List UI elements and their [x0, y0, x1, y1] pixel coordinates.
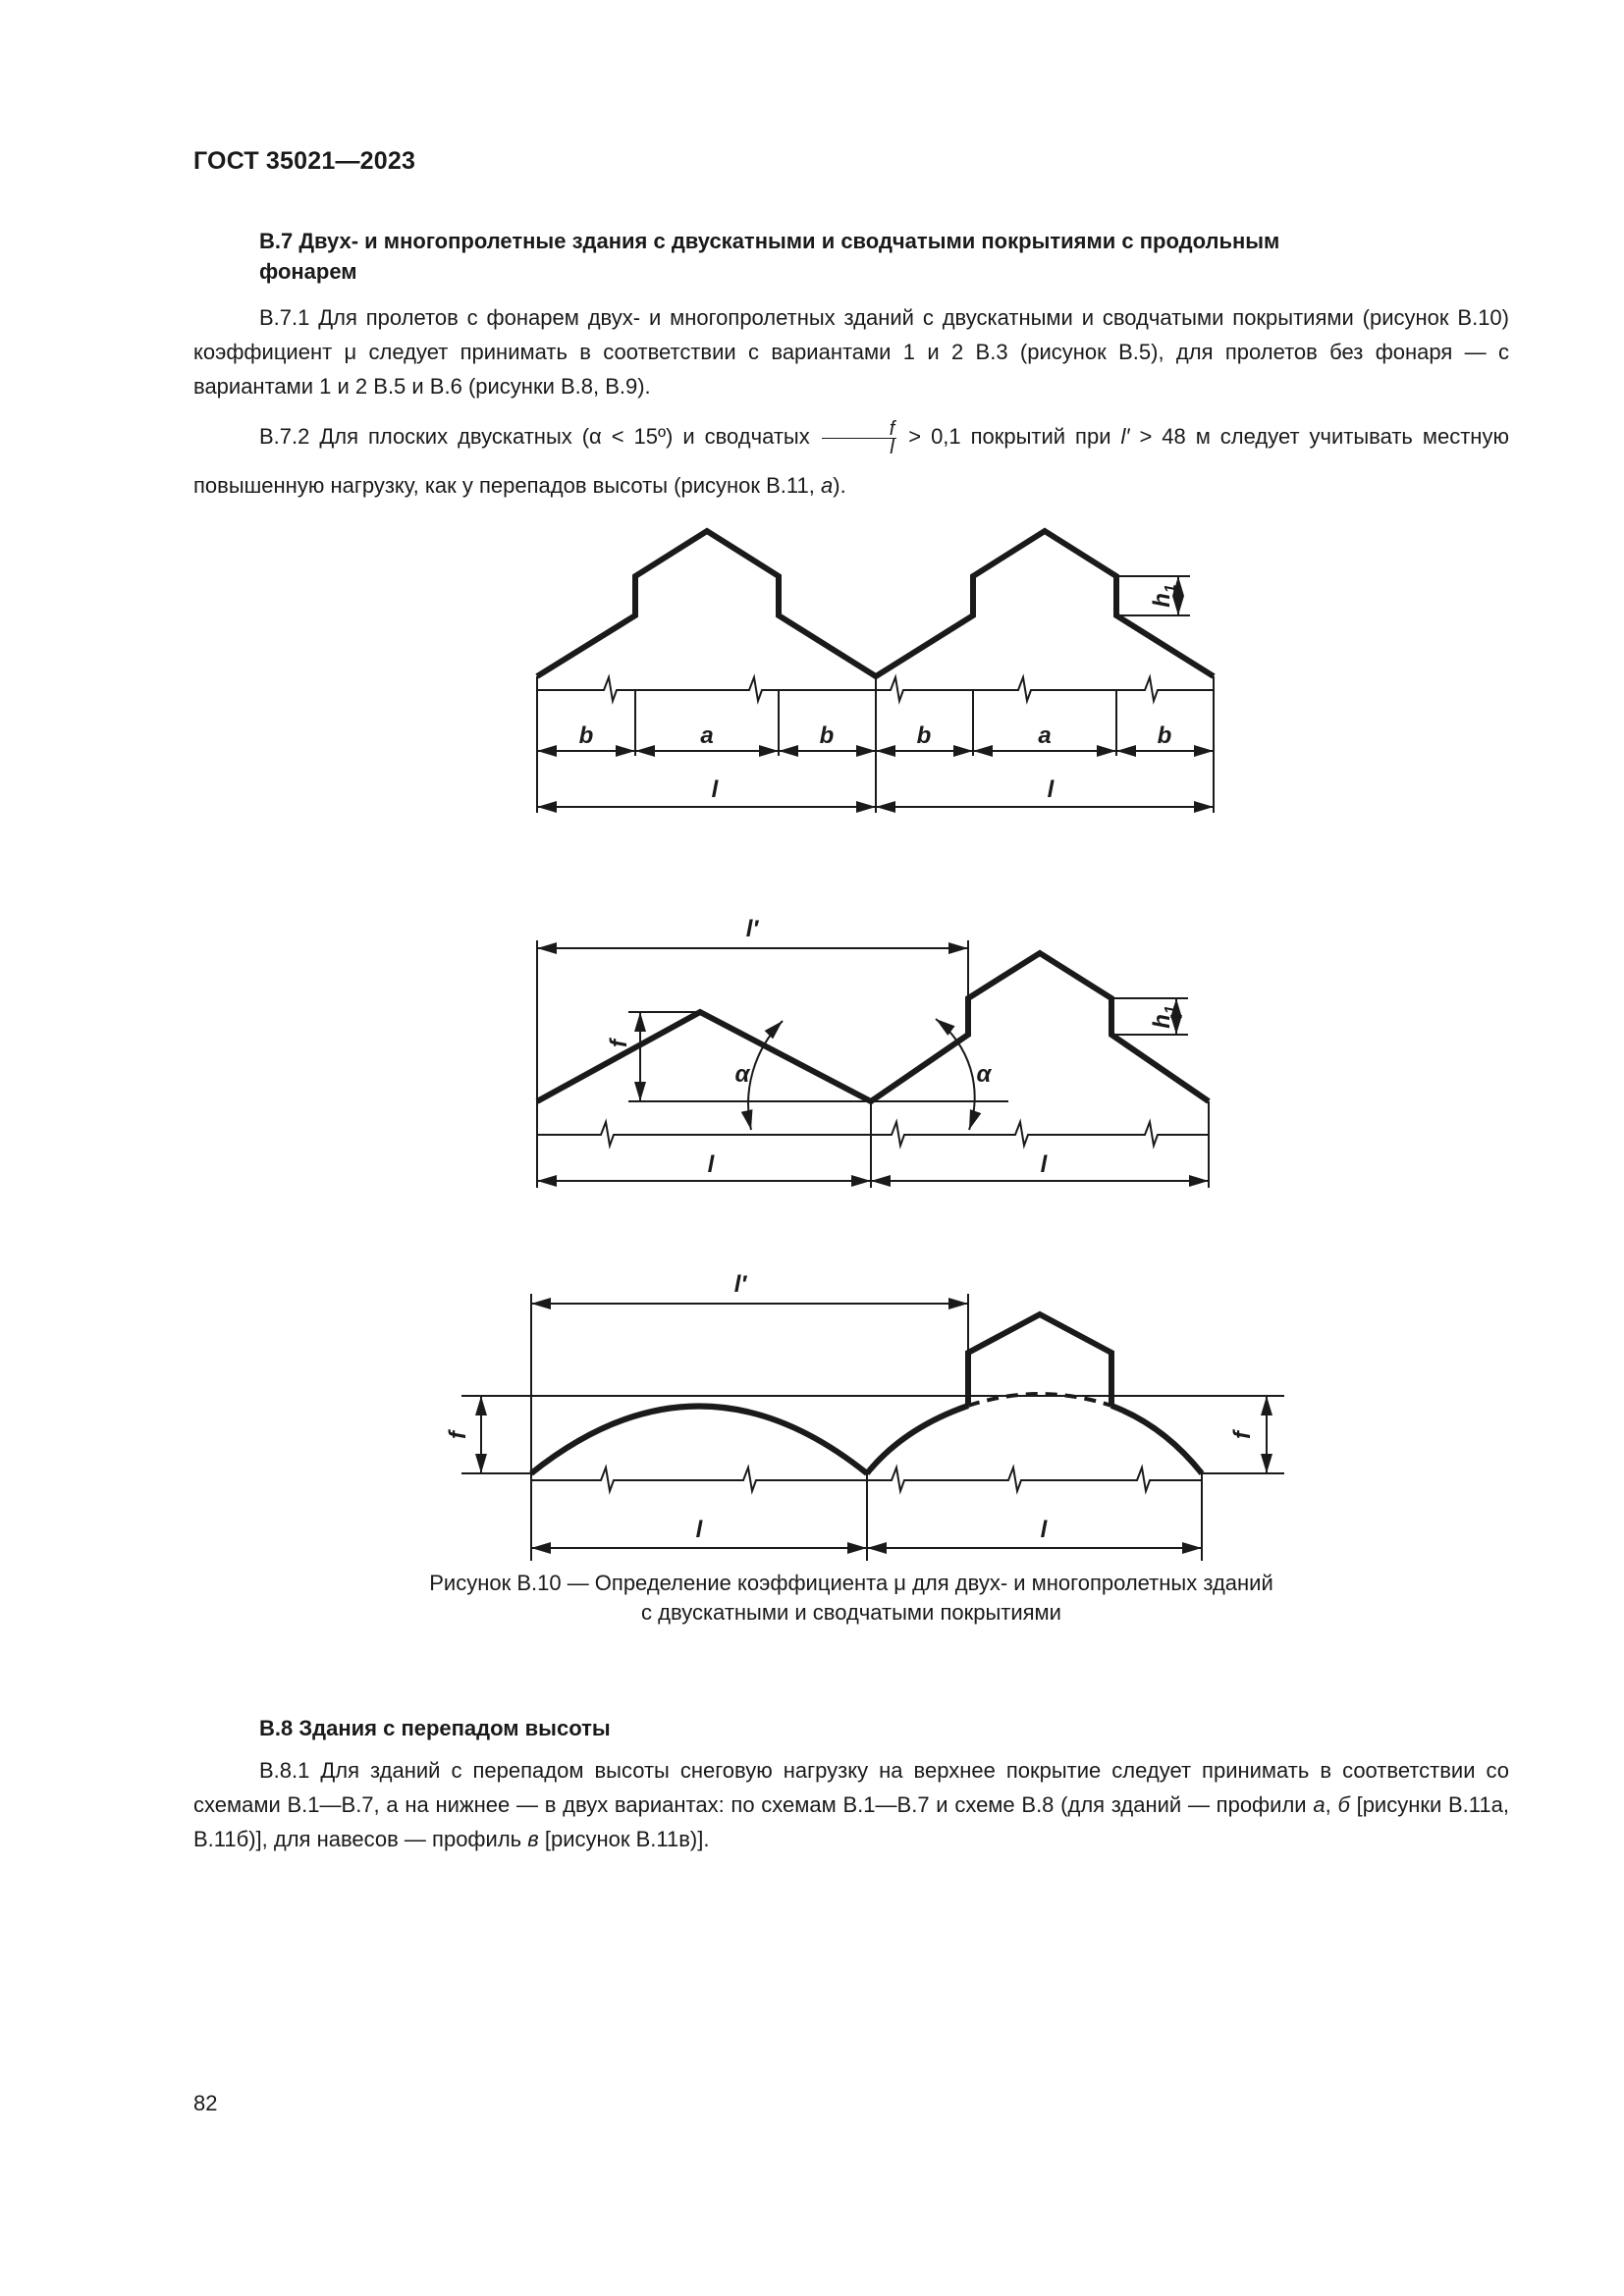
document-header: ГОСТ 35021—2023 — [193, 147, 416, 175]
diagram-2-labels — [606, 916, 1179, 1178]
label-l: l — [1047, 776, 1055, 803]
diagram-3-l-dimensions — [531, 1480, 1202, 1561]
diagram-2-gable-and-monitor — [537, 940, 1209, 1188]
figure-caption — [193, 1569, 1509, 1628]
diagram-2-alpha-arcs — [748, 1019, 975, 1130]
label-l-prime: l′ — [733, 1271, 747, 1298]
diagram-1-labels — [579, 584, 1179, 803]
fraction-denominator: l — [890, 436, 894, 458]
paragraph-b7-1: В.7.1 Для пролетов с фонарем двух- и многопролетных зданий с двускатными и сводчатыми покрытиями (рисунок В.10) коэффициент μ следует принимать в соответствии с вариантами 1 и 2 В.3 (рисунок В.5), для пролетов без фонаря — с вариантами 1 и 2 В.5 и В.6 (рисунки В.8, В.9). — [193, 305, 1509, 399]
paragraph-b8-1 — [193, 1753, 1509, 1856]
paragraph-b7-2-profile-a: а — [821, 473, 834, 498]
label-l: l — [711, 776, 719, 803]
diagram-3-right-vault-left-part — [867, 1406, 968, 1473]
paragraph-b8-1-part-c: [рисунок В.11в)]. — [544, 1827, 710, 1851]
label-l: l — [1040, 1151, 1048, 1178]
label-b: b — [819, 722, 835, 749]
label-b: b — [916, 722, 932, 749]
figure-caption-line2: с двускатными и сводчатыми покрытиями — [641, 1600, 1061, 1625]
paragraph-b8-1-profile-a: а — [1313, 1792, 1326, 1817]
label-l: l — [707, 1151, 715, 1178]
diagram-2-roof-profile — [537, 953, 1209, 1101]
paragraph-b8-1-part-b: [рисунки В.11а, В.11б)], для навесов — профиль — [193, 1792, 1509, 1851]
section-b7-title-line1: В.7 Двух- и многопролетные здания с двускатными и сводчатыми покрытиями с продольным — [259, 229, 1280, 253]
section-b8-title: В.8 Здания с перепадом высоты — [259, 1716, 611, 1740]
paragraph-b7-2-lprime: l′ — [1120, 424, 1130, 449]
diagram-2-base-line — [537, 1101, 1209, 1146]
diagram-3-right-vault-right-part — [1111, 1406, 1202, 1473]
label-alpha: α — [976, 1061, 992, 1088]
diagram-2-f-dimension — [628, 1012, 1008, 1101]
paragraph-b8-1-profile-b: б — [1337, 1792, 1350, 1817]
label-f: f — [1229, 1431, 1256, 1439]
diagram-3-lprime-dimension — [531, 1294, 968, 1473]
paragraph-b8-1-profile-v: в — [527, 1827, 539, 1851]
paragraph-b7-2-part-a: В.7.2 Для плоских двускатных (α < 15º) и сводчатых — [259, 424, 810, 449]
paragraph-b7-2-part-c: > 48 м следует учитывать местную повышенную нагрузку, как у перепадов высоты (рисунок В.11, — [193, 424, 1509, 498]
diagram-1-roof-profile — [537, 531, 1214, 676]
label-b: b — [578, 722, 594, 749]
label-alpha: α — [734, 1061, 750, 1088]
label-a: a — [1038, 722, 1052, 749]
label-b: b — [1157, 722, 1172, 749]
section-b7-title-line2: фонарем — [259, 259, 357, 284]
diagram-2-l-dimensions — [537, 1135, 1209, 1188]
label-l-prime: l′ — [745, 916, 759, 942]
diagram-1-vertical-extension-lines — [537, 676, 1214, 813]
label-l: l — [695, 1517, 703, 1543]
label-a: a — [700, 722, 714, 749]
label-h1: $h_1$ — [1149, 584, 1179, 608]
label-h1: $h_1$ — [1149, 1005, 1179, 1029]
page-number: 82 — [193, 2091, 218, 2115]
figure-caption-line1: Рисунок В.10 — Определение коэффициента μ для двух- и многопролетных зданий — [429, 1571, 1273, 1595]
diagram-1-two-span-with-monitors — [537, 531, 1214, 813]
paragraph-b8-1-part-a: В.8.1 Для зданий с перепадом высоты снеговую нагрузку на верхнее покрытие следует принимать в соответствии со схемами В.1—В.7, а на нижнее — в двух вариантах: по схемам В.1—В.7 и схеме В.8 (для зданий — профили — [193, 1758, 1509, 1817]
fraction-numerator: f — [822, 420, 897, 439]
label-l: l — [1040, 1517, 1048, 1543]
paragraph-b7-2-part-b: > 0,1 покрытий при — [908, 424, 1111, 449]
diagram-3-monitor — [968, 1314, 1111, 1406]
label-f: f — [606, 1040, 632, 1047]
paragraph-b8-1-sep: , — [1325, 1792, 1331, 1817]
diagram-3-labels — [445, 1271, 1256, 1543]
paragraph-b7-2-part-d: ). — [833, 473, 846, 498]
diagram-3-vaulted-with-monitor — [461, 1294, 1284, 1561]
diagram-3-left-vault — [531, 1407, 867, 1474]
label-f: f — [445, 1431, 471, 1439]
